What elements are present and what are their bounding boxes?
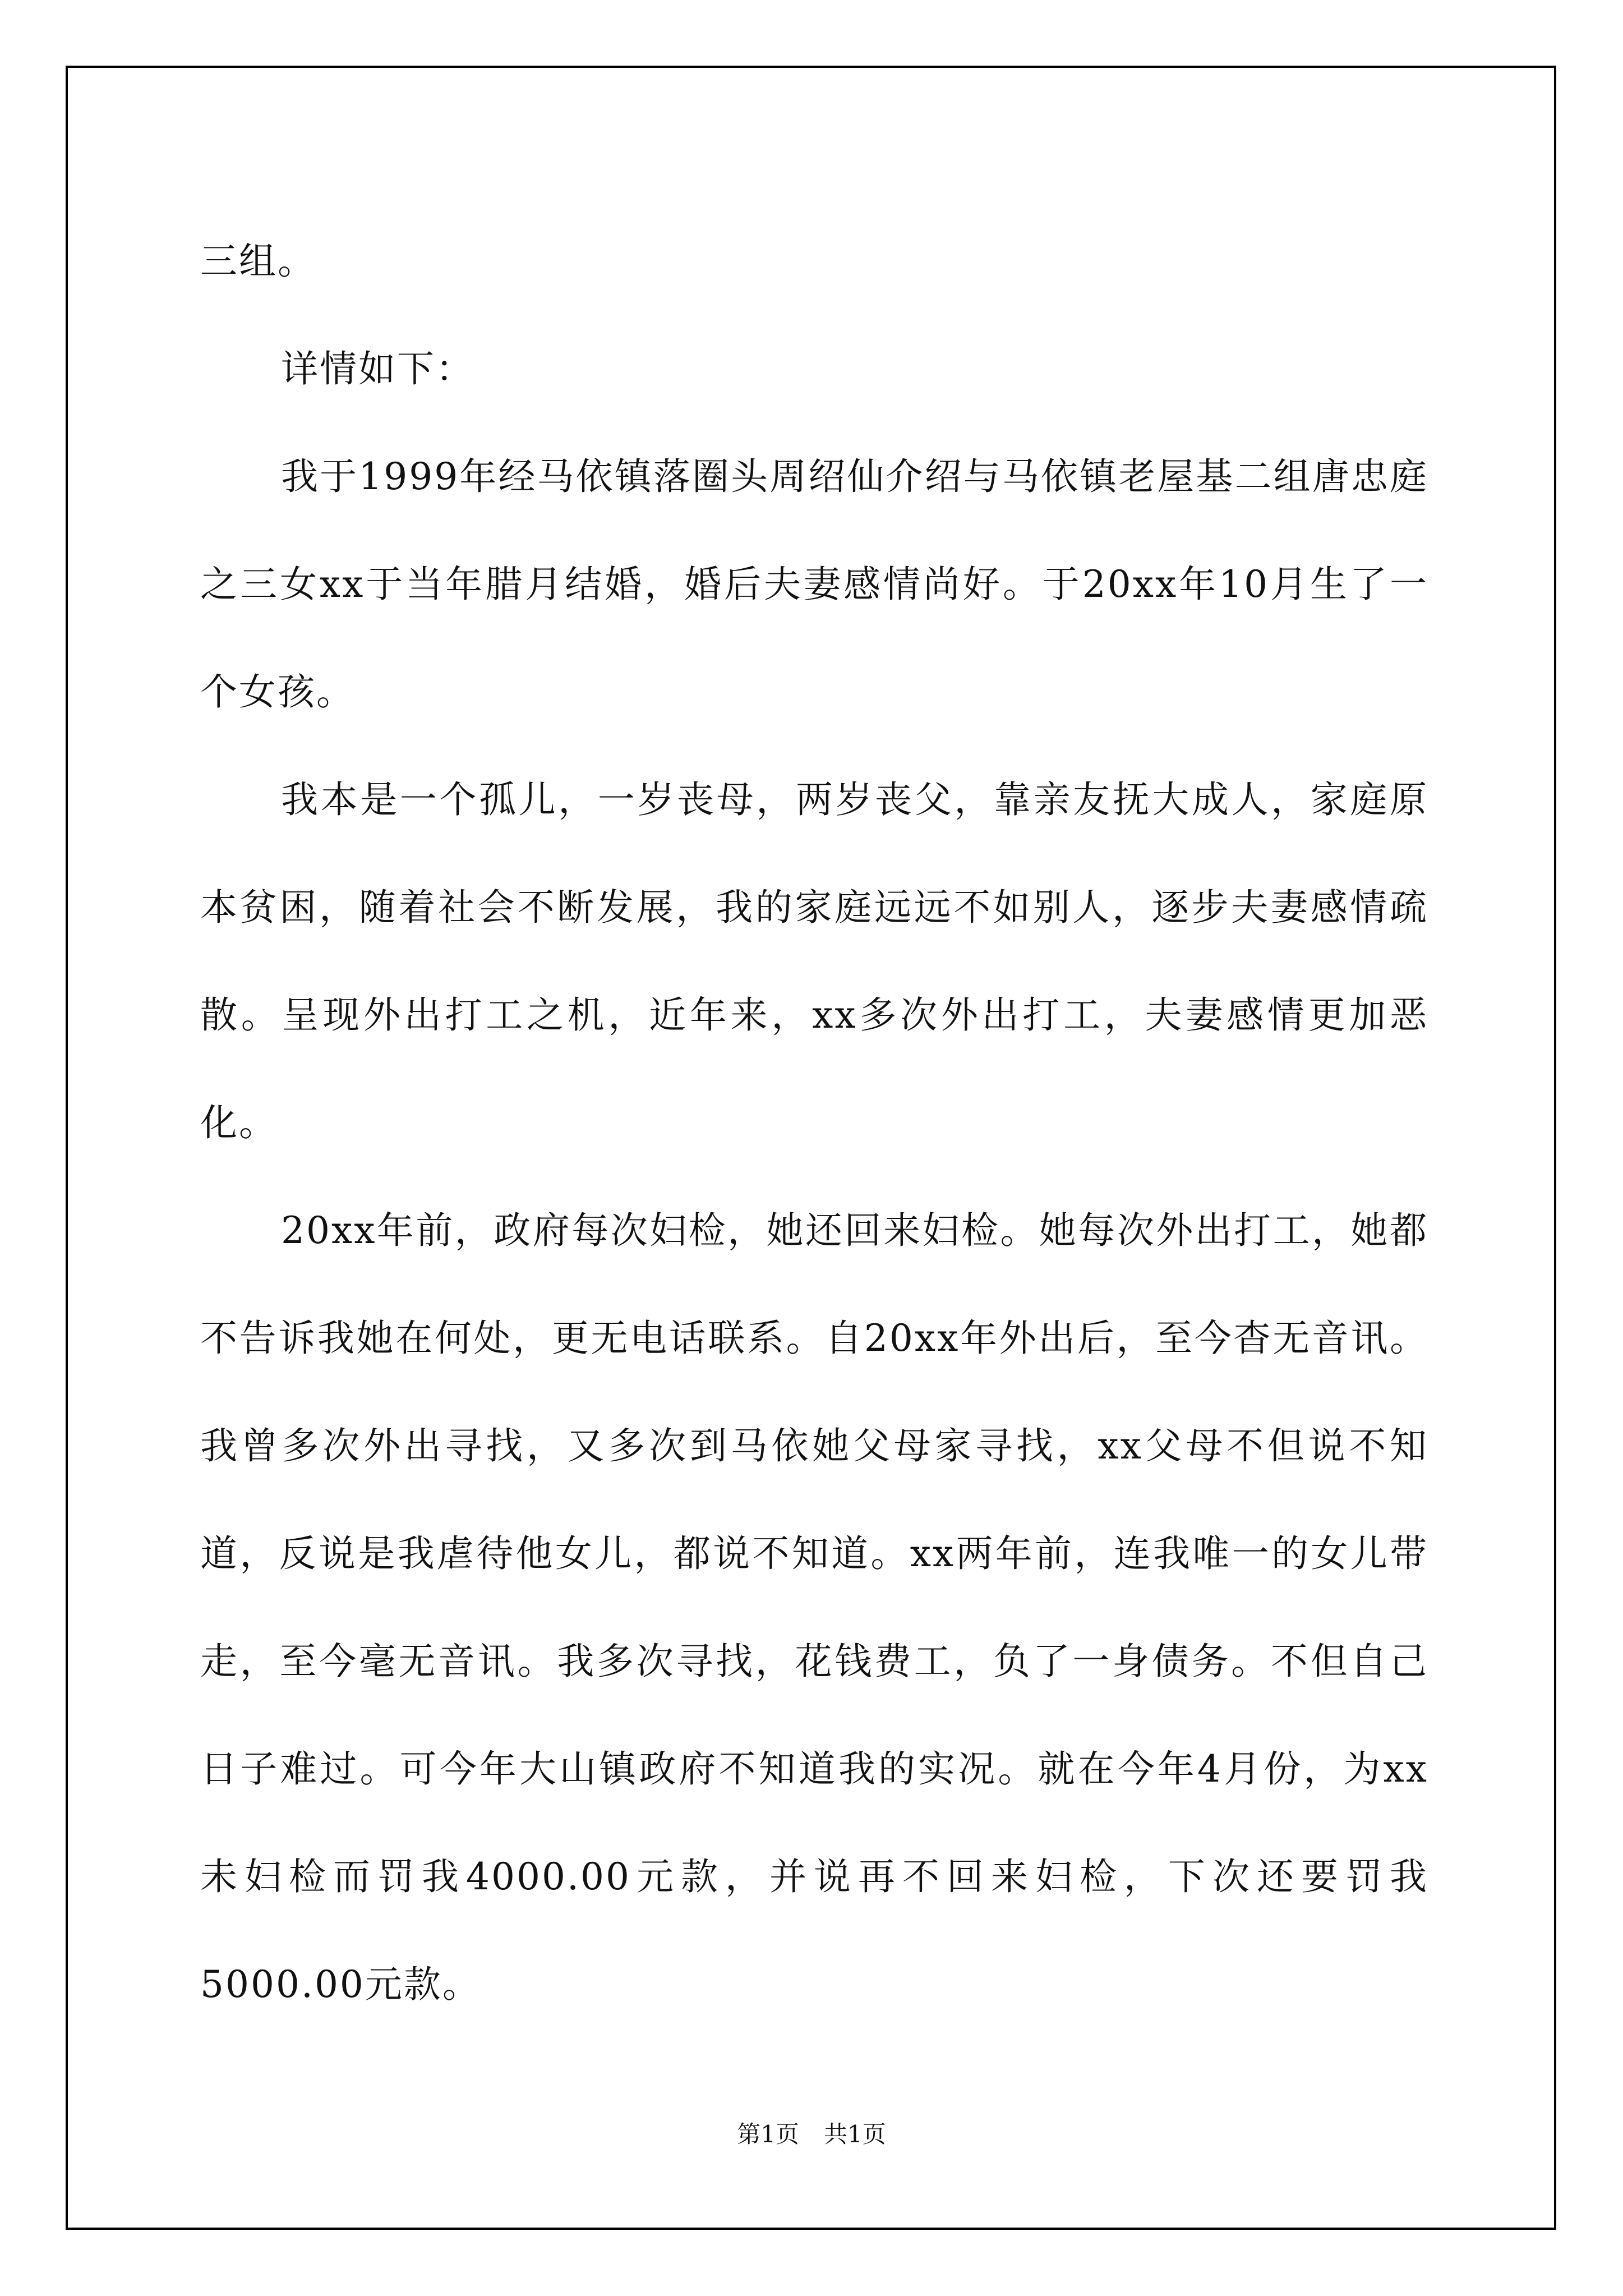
- paragraph-2: 详情如下：: [281, 347, 474, 390]
- paragraph-1: 三组。: [200, 240, 316, 283]
- document-body: [200, 208, 1428, 2039]
- paragraph-4: 我本是一个孤儿，一岁丧母，两岁丧父，靠亲友抚大成人，家庭原本贫困，随着社会不断发展，我的家庭远远不如别人，逐步夫妻感情疏散。呈现外出打工之机，近年来，xx多次外出打工，夫妻感情更加恶化。: [200, 778, 1428, 1144]
- paragraph-3: 我于1999年经马依镇落圈头周绍仙介绍与马依镇老屋基二组唐忠庭之三女xx于当年腊月结婚，婚后夫妻感情尚好。于20xx年10月生了一个女孩。: [200, 455, 1428, 714]
- page-number: 第1页: [737, 2120, 799, 2148]
- page-footer: [0, 2118, 1623, 2151]
- paragraph-5: 20xx年前，政府每次妇检，她还回来妇检。她每次外出打工，她都不告诉我她在何处，更无电话联系。自20xx年外出后，至今杳无音讯。我曾多次外出寻找，又多次到马依她父母家寻找，xx父母不但说不知道，反说是我虐待他女儿，都说不知道。xx两年前，连我唯一的女儿带走，至今毫无音讯。我多次寻找，花钱费工，负了一身债务。不但自己日子难过。可今年大山镇政府不知道我的实况。就在今年4月份，为xx未妇检而罚我4000.00元款，并说再不回来妇检，下次还要罚我5000.00元款。: [200, 1209, 1428, 2006]
- page-total: 共1页: [824, 2120, 886, 2148]
